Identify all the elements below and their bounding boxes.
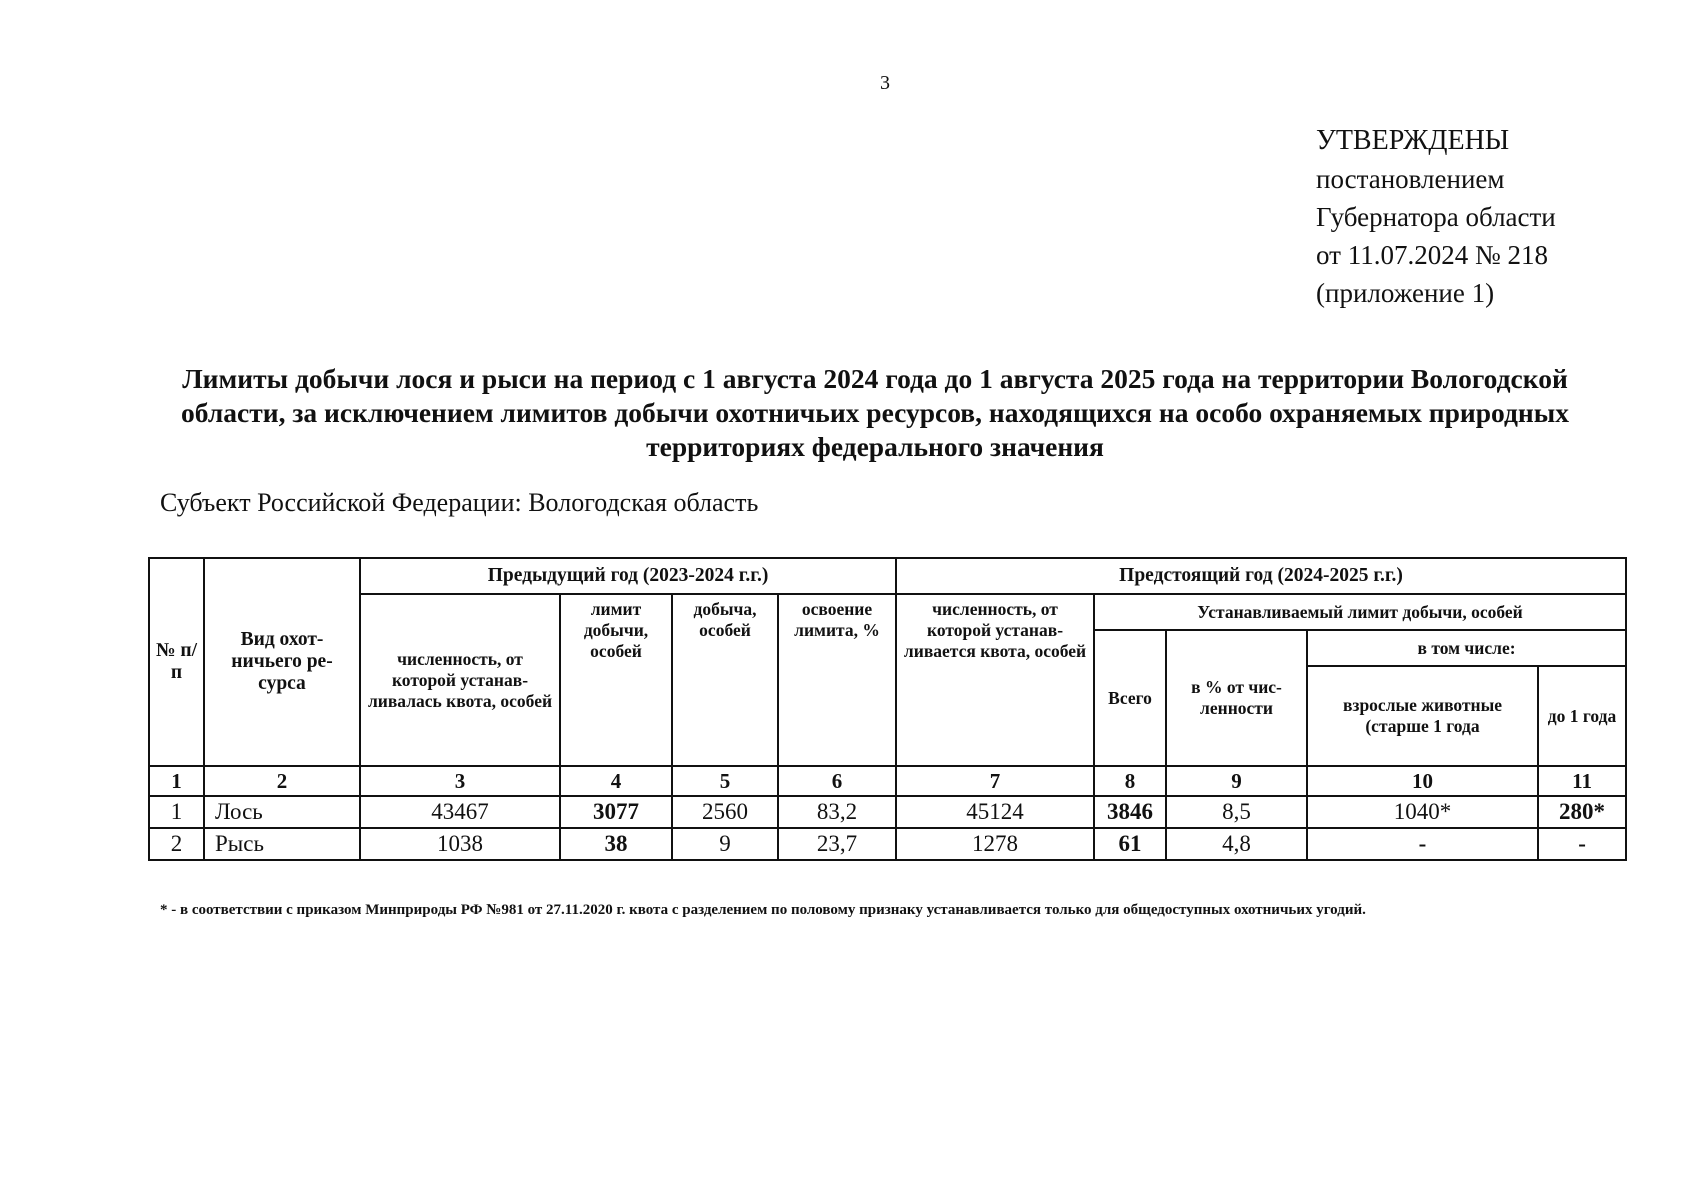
approval-title: УТВЕРЖДЕНЫ [1316, 125, 1510, 156]
column-number: 2 [204, 766, 360, 796]
column-number: 5 [672, 766, 778, 796]
species-name: Лось [204, 796, 360, 828]
header-young: до 1 года [1538, 666, 1626, 766]
row-number: 2 [149, 828, 204, 860]
table-cell: 61 [1094, 828, 1166, 860]
table-cell: 9 [672, 828, 778, 860]
header-upcoming-year: Предстоящий год (2024-2025 г.г.) [896, 558, 1626, 594]
column-number: 10 [1307, 766, 1538, 796]
footnote: * - в соответствии с приказом Минприроды РФ №981 от 27.11.2020 г. квота с разделением по половому признаку устанавливается только для общедоступных охотничьих угодий. [160, 902, 1366, 918]
header-next-population: численность, от которой устанав-ливается квота, особей [896, 594, 1094, 766]
column-number: 9 [1166, 766, 1307, 796]
header-previous-year: Предыдущий год (2023-2024 г.г.) [360, 558, 896, 594]
table-cell: 280* [1538, 796, 1626, 828]
page-number: 3 [880, 72, 890, 94]
column-number: 6 [778, 766, 896, 796]
approval-line: Губернатора области [1316, 202, 1556, 232]
header-species: Вид охот-ничьего ре-сурса [204, 558, 360, 766]
header-percent: в % от чис-ленности [1166, 630, 1307, 766]
approval-date: от 11.07.2024 № 218 [1316, 240, 1548, 270]
header-row [149, 594, 1626, 630]
table-cell: 45124 [896, 796, 1094, 828]
table-cell: 1278 [896, 828, 1094, 860]
table-cell: 3077 [560, 796, 672, 828]
approval-appendix: (приложение 1) [1316, 278, 1495, 308]
column-number: 1 [149, 766, 204, 796]
header-adults: взрослые животные (старше 1 года [1307, 666, 1538, 766]
table-cell: 8,5 [1166, 796, 1307, 828]
column-number: 8 [1094, 766, 1166, 796]
table-cell: 43467 [360, 796, 560, 828]
limits-table [148, 557, 1627, 861]
species-name: Рысь [204, 828, 360, 860]
column-number: 7 [896, 766, 1094, 796]
table-cell: 1038 [360, 828, 560, 860]
column-number: 3 [360, 766, 560, 796]
table-cell: 3846 [1094, 796, 1166, 828]
header-including: в том числе: [1307, 630, 1626, 666]
document-title: Лимиты добычи лося и рыси на период с 1 августа 2024 года до 1 августа 2025 года на территории Вологодской области, за исключением лимитов добычи охотничьих ресурсов, находящихся на особо охраняемых природных территориях федерального значения [181, 363, 1569, 462]
header-row [149, 558, 1626, 594]
approval-block [1316, 122, 1556, 312]
approval-line: постановлением [1316, 164, 1505, 194]
table-cell: 2560 [672, 796, 778, 828]
header-total: Всего [1094, 630, 1166, 766]
column-number: 11 [1538, 766, 1626, 796]
table-cell: 83,2 [778, 796, 896, 828]
table-row [149, 828, 1626, 860]
table-cell: 1040* [1307, 796, 1538, 828]
column-number-row [149, 766, 1626, 796]
table-cell: - [1538, 828, 1626, 860]
header-set-limit: Устанавливаемый лимит добычи, особей [1094, 594, 1626, 630]
table-cell: 23,7 [778, 828, 896, 860]
column-number: 4 [560, 766, 672, 796]
header-prev-limit: лимит добычи, особей [560, 594, 672, 766]
row-number: 1 [149, 796, 204, 828]
table-row [149, 796, 1626, 828]
subject-line: Субъект Российской Федерации: Вологодская область [160, 488, 759, 517]
header-prev-population: численность, от которой устанав-ливалась квота, особей [360, 594, 560, 766]
header-prev-harvest: добыча, особей [672, 594, 778, 766]
header-prev-usage: освоение лимита, % [778, 594, 896, 766]
table-cell: 4,8 [1166, 828, 1307, 860]
table-cell: 38 [560, 828, 672, 860]
table-cell: - [1307, 828, 1538, 860]
header-num: № п/п [149, 558, 204, 766]
